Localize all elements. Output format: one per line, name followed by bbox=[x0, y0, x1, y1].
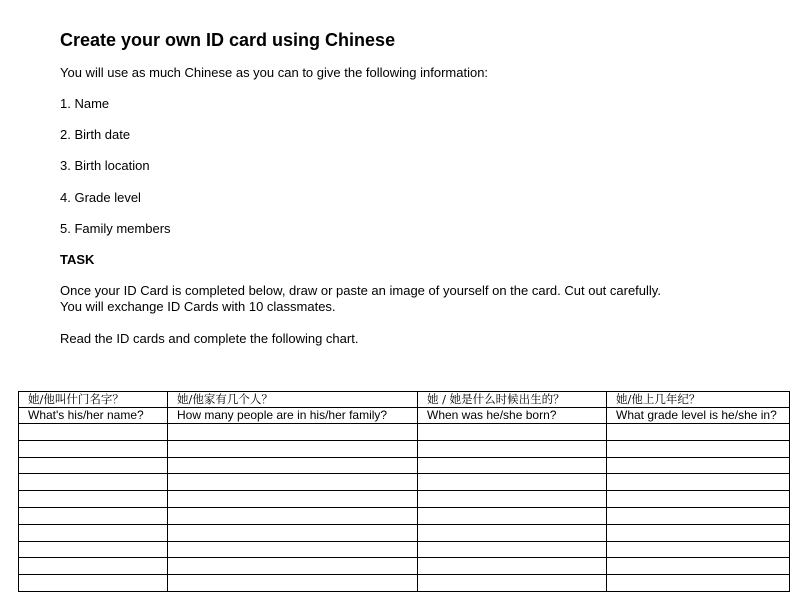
info-item-grade-level: 4. Grade level bbox=[60, 189, 141, 205]
table-row bbox=[19, 524, 790, 541]
header-zh-family: 她/他家有几个人？ bbox=[168, 392, 418, 408]
info-item-name: 1. Name bbox=[60, 96, 110, 111]
table-cell[interactable] bbox=[418, 457, 607, 474]
info-list bbox=[60, 96, 171, 252]
task-heading: TASK bbox=[60, 252, 95, 267]
task-instructions bbox=[60, 283, 661, 315]
intro-text: You will use as much Chinese as you can to give the following information: bbox=[60, 65, 489, 80]
header-en-born: When was he/she born? bbox=[418, 408, 607, 424]
table-row bbox=[19, 491, 790, 508]
table-cell[interactable] bbox=[168, 474, 418, 491]
table-cell[interactable] bbox=[168, 507, 418, 524]
table-row bbox=[19, 424, 790, 441]
info-item-birth-date: 2. Birth date bbox=[60, 127, 131, 143]
info-item-birth-location: 3. Birth location bbox=[60, 158, 150, 174]
header-zh-born: 她 / 她是什么时候出生的？ bbox=[418, 392, 607, 408]
table-cell[interactable] bbox=[168, 575, 418, 592]
table-cell[interactable] bbox=[607, 491, 790, 508]
table-row bbox=[19, 558, 790, 575]
table-cell[interactable] bbox=[418, 424, 607, 441]
info-item-family-members: 5. Family members bbox=[60, 220, 171, 236]
page-title: Create your own ID card using Chinese bbox=[60, 30, 396, 50]
table-cell[interactable] bbox=[607, 424, 790, 441]
table-cell[interactable] bbox=[418, 558, 607, 575]
table-row bbox=[19, 541, 790, 558]
table-cell[interactable] bbox=[418, 440, 607, 457]
table-cell[interactable] bbox=[19, 524, 168, 541]
task-line-2: You will exchange ID Cards with 10 classmates. bbox=[60, 299, 336, 314]
classmate-chart bbox=[18, 391, 790, 592]
table-cell[interactable] bbox=[168, 491, 418, 508]
header-en-family: How many people are in his/her family? bbox=[168, 408, 418, 424]
header-en-grade: What grade level is he/she in? bbox=[607, 408, 790, 424]
table-cell[interactable] bbox=[607, 440, 790, 457]
table-cell[interactable] bbox=[418, 474, 607, 491]
table-cell[interactable] bbox=[607, 457, 790, 474]
table-cell[interactable] bbox=[607, 558, 790, 575]
table-cell[interactable] bbox=[19, 541, 168, 558]
table-cell[interactable] bbox=[168, 558, 418, 575]
table-cell[interactable] bbox=[19, 474, 168, 491]
table-row bbox=[19, 440, 790, 457]
table-cell[interactable] bbox=[418, 524, 607, 541]
table-row bbox=[19, 457, 790, 474]
table-cell[interactable] bbox=[607, 474, 790, 491]
table-cell[interactable] bbox=[19, 507, 168, 524]
table-cell[interactable] bbox=[19, 491, 168, 508]
table-cell[interactable] bbox=[19, 575, 168, 592]
table-cell[interactable] bbox=[607, 524, 790, 541]
chart-header-english-row bbox=[19, 408, 790, 424]
table-cell[interactable] bbox=[418, 541, 607, 558]
table-cell[interactable] bbox=[418, 491, 607, 508]
table-cell[interactable] bbox=[19, 457, 168, 474]
table-cell[interactable] bbox=[19, 440, 168, 457]
table-cell[interactable] bbox=[168, 541, 418, 558]
header-en-name: What's his/her name? bbox=[19, 408, 168, 424]
table-cell[interactable] bbox=[19, 558, 168, 575]
table-cell[interactable] bbox=[418, 575, 607, 592]
table-row bbox=[19, 507, 790, 524]
table-cell[interactable] bbox=[418, 507, 607, 524]
table-cell[interactable] bbox=[607, 575, 790, 592]
header-zh-grade: 她/他上几年纪？ bbox=[607, 392, 790, 408]
table-cell[interactable] bbox=[168, 524, 418, 541]
table-cell[interactable] bbox=[168, 440, 418, 457]
header-zh-name: 她/他叫什门名字？ bbox=[19, 392, 168, 408]
task-line-1: Once your ID Card is completed below, draw or paste an image of yourself on the card. Cut out carefully. bbox=[60, 283, 661, 298]
table-cell[interactable] bbox=[607, 541, 790, 558]
table-cell[interactable] bbox=[168, 424, 418, 441]
table-cell[interactable] bbox=[19, 424, 168, 441]
chart-header-chinese-row bbox=[19, 392, 790, 408]
table-row bbox=[19, 474, 790, 491]
table-cell[interactable] bbox=[607, 507, 790, 524]
table-row bbox=[19, 575, 790, 592]
table-cell[interactable] bbox=[168, 457, 418, 474]
chart-instruction: Read the ID cards and complete the following chart. bbox=[60, 331, 359, 346]
